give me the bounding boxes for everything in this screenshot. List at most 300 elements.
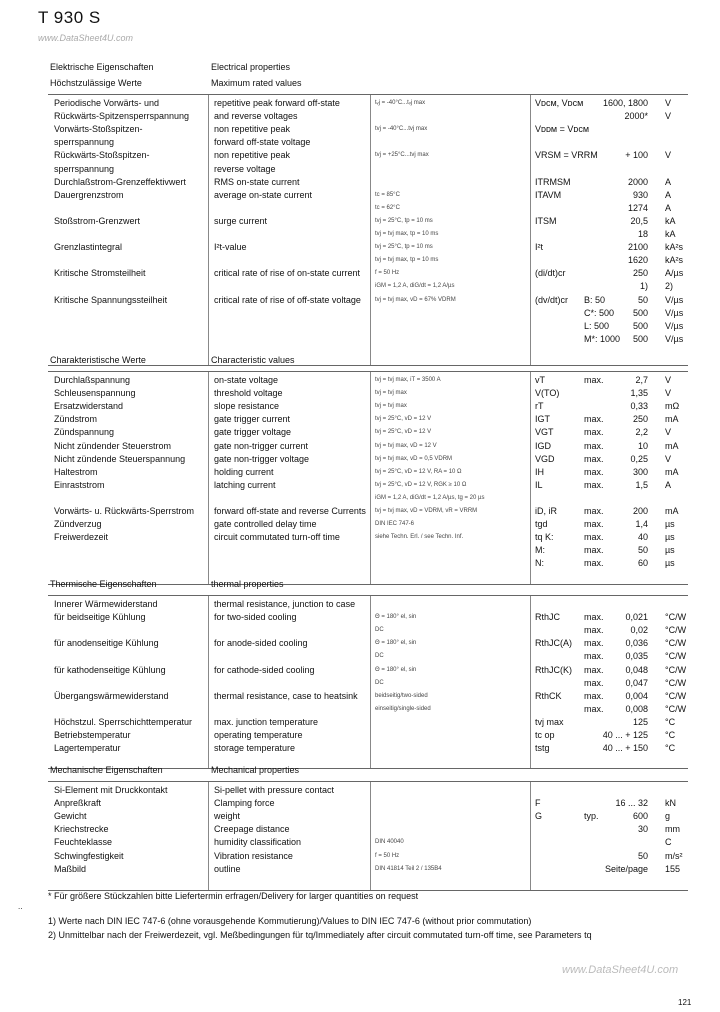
symbol: IGD [535, 440, 552, 451]
label-de: sperrspannung [54, 137, 115, 148]
label-de: Freiwerdezeit [54, 532, 109, 543]
table-row [48, 307, 688, 320]
label-de: sperrspannung [54, 163, 115, 174]
table-row [48, 797, 688, 810]
symbol: tstg [535, 743, 550, 754]
condition: tvj = tvj max, vD = 67% VDRM [375, 296, 456, 303]
symbol: IGT [535, 414, 550, 425]
label-de: Kritische Spannungssteilheit [54, 294, 168, 305]
label-de: Dauergrenzstrom [54, 189, 124, 200]
value: 930 [632, 189, 648, 200]
table-row [48, 280, 688, 293]
label-en: thermal resistance, case to heatsink [214, 690, 358, 701]
label-de: Innerer Wärmewiderstand [54, 599, 158, 609]
label-de: Schwingfestigkeit [54, 850, 124, 861]
value: 0,036 [625, 638, 648, 649]
section-therm [48, 579, 688, 769]
table-row [48, 215, 688, 228]
qualifier: max. [584, 375, 604, 385]
table-row [48, 850, 688, 863]
table-row [48, 189, 688, 202]
unit: A [665, 202, 672, 213]
symbol: RthJC [535, 612, 561, 623]
value: 0,035 [625, 651, 648, 662]
label-en: Vibration resistance [214, 850, 293, 861]
section-max [48, 78, 688, 366]
value: 2000* [624, 111, 648, 122]
table-row [48, 505, 688, 518]
label-de: Kritische Stromsteilheit [54, 268, 146, 279]
table-row [48, 320, 688, 333]
table-row [48, 637, 688, 650]
condition: tvj = +25°C...tvj max [375, 152, 429, 159]
unit: °C/W [665, 612, 687, 623]
section-title-de: Thermische Eigenschaften [50, 579, 157, 589]
label-en: slope resistance [214, 401, 280, 412]
table-row [48, 163, 688, 176]
qualifier: max. [584, 506, 604, 516]
value: 250 [632, 268, 648, 279]
table-row [48, 624, 688, 637]
section-title-en: Mechanical properties [211, 765, 300, 775]
symbol: ITSM [535, 215, 557, 226]
value: 50 [637, 294, 648, 305]
symbol: M: [535, 545, 545, 556]
margin-dots: .. [18, 902, 23, 911]
unit: °C [665, 730, 676, 740]
label-en: Clamping force [214, 798, 275, 809]
value: 50 [637, 545, 648, 556]
label-de: Betriebstemperatur [54, 730, 131, 740]
footnote-2: 1) Werte nach DIN IEC 747-6 (ohne vorausgehende Kommutierung)/Values to DIN IEC 747-6 (without prior commutation) [48, 916, 532, 926]
value: 125 [632, 716, 648, 727]
section-title-en: Maximum rated values [211, 78, 302, 88]
condition: tvj = -40°C...tvj max [375, 126, 428, 133]
symbol: V(TO) [535, 388, 560, 399]
label-en: latching current [214, 479, 276, 490]
label-en: Creepage distance [214, 824, 290, 835]
label-en: critical rate of rise of on-state current [214, 268, 361, 279]
unit: mA [665, 414, 679, 425]
label-en: non repetitive peak [214, 124, 291, 135]
unit: V [665, 375, 672, 385]
qualifier: max. [584, 651, 604, 662]
condition: tvj = 25°C, tp = 10 ms [375, 244, 433, 251]
label-de: Zündspannung [54, 427, 115, 438]
symbol: Vᴅᴅᴍ = Vᴅᴄᴍ [535, 124, 590, 135]
unit: mm [665, 824, 680, 835]
value: 1) [639, 281, 648, 292]
table-row [48, 136, 688, 149]
symbol: RthJC(A) [535, 638, 573, 649]
label-de: Zündstrom [54, 414, 98, 425]
section-title-en: thermal properties [211, 579, 284, 589]
table-row [48, 531, 688, 544]
label-en: gate controlled delay time [214, 519, 317, 530]
unit: A [665, 189, 672, 200]
symbol: tgd [535, 519, 548, 530]
label-en: max. junction temperature [214, 716, 319, 727]
condition: tvj = tvj max, iT = 3500 A [375, 377, 441, 383]
label-de: Haltestrom [54, 466, 98, 477]
section-table [48, 595, 688, 769]
unit: °C/W [665, 690, 687, 701]
label-en: on-state voltage [214, 375, 279, 385]
symbol: (dv/dt)cr [535, 294, 569, 305]
table-row [48, 557, 688, 570]
condition: DIN 40040 [375, 839, 404, 846]
symbol: I²t [535, 242, 543, 253]
value: 0,33 [630, 401, 648, 412]
table-row [48, 241, 688, 254]
qualifier: max. [584, 612, 604, 623]
qualifier: max. [584, 466, 604, 477]
label-en: gate trigger current [214, 414, 291, 425]
condition: tvj = 25°C, vD = 12 V, RA = 10 Ω [375, 468, 462, 475]
symbol: tc op [535, 730, 555, 740]
label-en: thermal resistance, junction to case [214, 599, 356, 609]
value: 40 [637, 532, 648, 543]
label-de: Maßbild [54, 863, 87, 874]
value: 250 [632, 414, 648, 425]
label-de: Einraststrom [54, 479, 105, 490]
label-de: Vorwärts- u. Rückwärts-Sperrstrom [54, 506, 195, 516]
footnote-1: * Für größere Stückzahlen bitte Liefertermin erfragen/Delivery for larger quantities on request [48, 891, 419, 901]
symbol: F [535, 798, 541, 809]
qualifier: max. [584, 532, 604, 543]
unit: V/µs [665, 320, 684, 331]
label-en: critical rate of rise of off-state voltage [214, 294, 361, 305]
value: 1600, 1800 [602, 98, 648, 108]
label-de: Stoßstrom-Grenzwert [54, 215, 141, 226]
table-row [48, 784, 688, 797]
condition: iGM = 1,2 A, diG/dt = 1,2 A/µs, tg = 20 µs [375, 494, 485, 501]
symbol: ITRMSM [535, 176, 571, 187]
unit: V [665, 453, 672, 464]
unit: mA [665, 440, 679, 451]
condition: DIN IEC 747-6 [375, 521, 415, 528]
label-en: circuit commutated turn-off time [214, 532, 340, 543]
unit: V [665, 98, 672, 108]
value: 0,02 [630, 625, 648, 636]
table-row [48, 333, 688, 346]
qualifier: max. [584, 440, 604, 451]
section-table [48, 94, 688, 366]
unit: 2) [665, 281, 674, 292]
value: 0,021 [625, 612, 648, 623]
label-de: Zündverzug [54, 519, 102, 530]
label-en: gate non-trigger current [214, 440, 309, 451]
table-row [48, 176, 688, 189]
unit: °C [665, 743, 676, 754]
condition: f = 50 Hz [375, 270, 400, 277]
unit: V [665, 427, 672, 438]
unit: µs [665, 519, 675, 530]
label-en: storage temperature [214, 743, 296, 754]
table-row [48, 729, 688, 742]
value: + 100 [625, 150, 648, 161]
table-row [48, 400, 688, 413]
symbol: tvj max [535, 716, 564, 727]
value: 0,25 [630, 453, 648, 464]
table-row [48, 611, 688, 624]
table-row [48, 294, 688, 307]
value: 200 [632, 506, 648, 516]
label-de: Durchlaßspannung [54, 375, 131, 385]
table-row [48, 466, 688, 479]
qualifier: max. [584, 558, 604, 569]
label-en: operating temperature [214, 730, 303, 740]
table-row [48, 664, 688, 677]
condition: beidseitig/two-sided [375, 692, 428, 699]
unit: kA²s [665, 255, 683, 266]
label-en: repetitive peak forward off-state [214, 98, 340, 108]
section-mech [48, 765, 688, 891]
label-en: forward off-state voltage [214, 137, 311, 148]
symbol: RthJC(K) [535, 664, 573, 675]
label-de: Vorwärts-Stoßspitzen- [54, 124, 143, 135]
value: 1,4 [635, 519, 648, 530]
qualifier: max. [584, 479, 604, 490]
qualifier: max. [584, 677, 604, 688]
qualifier: max. [584, 690, 604, 701]
value: Seite/page [604, 863, 648, 874]
unit: V/µs [665, 294, 684, 305]
table-row [48, 677, 688, 690]
symbol: tq K: [535, 532, 554, 543]
section-char [48, 355, 688, 585]
unit: V [665, 111, 672, 122]
label-de: Ersatzwiderstand [54, 401, 124, 412]
label-en: Si-pellet with pressure contact [214, 785, 335, 795]
section-table [48, 371, 688, 585]
qualifier: max. [584, 664, 604, 675]
table-row [48, 110, 688, 123]
condition: tvj = tvj max, vD = VDRM, vR = VRRM [375, 508, 478, 514]
label-de: Übergangswärmewiderstand [54, 690, 169, 701]
unit: mA [665, 466, 679, 477]
symbol: VGD [535, 453, 555, 464]
value: 0,008 [625, 703, 648, 714]
label-de: Nicht zündender Steuerstrom [54, 440, 172, 451]
symbol: ITAVM [535, 189, 562, 200]
label-en: gate trigger voltage [214, 427, 292, 438]
symbol: Vᴅᴄᴍ, Vᴅᴄᴍ [535, 98, 584, 108]
unit: C [665, 837, 672, 848]
table-row [48, 228, 688, 241]
unit: °C/W [665, 703, 687, 714]
label-en: humidity classification [214, 837, 302, 848]
table-row [48, 123, 688, 136]
label-en: RMS on-state current [214, 176, 300, 187]
value: 2,7 [635, 375, 648, 385]
label-en: and reverse voltages [214, 111, 298, 122]
unit: °C/W [665, 664, 687, 675]
unit: °C [665, 716, 676, 727]
label-en: holding current [214, 466, 274, 477]
condition: Θ = 180° el, sin [375, 666, 417, 673]
unit: kA²s [665, 242, 683, 253]
unit: °C/W [665, 625, 687, 636]
unit: kA [665, 229, 676, 239]
table-row [48, 823, 688, 836]
symbol: vT [535, 375, 545, 385]
unit: 155 [665, 863, 681, 874]
condition: tc = 62°C [375, 204, 400, 211]
table-row [48, 742, 688, 755]
qualifier: max. [584, 638, 604, 649]
label-en: for two-sided cooling [214, 612, 297, 623]
table-row [48, 598, 688, 611]
value: 20,5 [630, 215, 648, 226]
label-en: surge current [214, 215, 268, 226]
unit: kA [665, 215, 676, 226]
qualifier: max. [584, 453, 604, 464]
symbol: N: [535, 558, 544, 569]
section-header [48, 60, 688, 86]
table-row [48, 810, 688, 823]
condition: tvj = 25°C, vD = 12 V, RGK ≥ 10 Ω [375, 481, 467, 488]
label-en: for cathode-sided cooling [214, 664, 315, 675]
condition: f = 50 Hz [375, 852, 400, 859]
value: 500 [632, 307, 648, 318]
value: 0,004 [625, 690, 648, 701]
section-title-en: Characteristic values [211, 355, 295, 365]
table-row [48, 836, 688, 849]
qualifier: typ. [584, 811, 599, 822]
table-row [48, 426, 688, 439]
label-de: Schleusenspannung [54, 388, 136, 399]
value: 1274 [627, 202, 648, 213]
condition: tvj = 25°C, vD = 12 V [375, 416, 432, 423]
table-row [48, 650, 688, 663]
condition: DC [375, 627, 384, 634]
qualifier: max. [584, 427, 604, 438]
unit: mA [665, 506, 679, 516]
label-en: average on-state current [214, 189, 313, 200]
unit: V/µs [665, 307, 684, 318]
qualifier: C*: 500 [584, 307, 615, 318]
condition: siehe Techn. Erl. / see Techn. Inf. [375, 534, 464, 541]
unit: kN [665, 798, 676, 809]
condition: tvj = tvj max, tp = 10 ms [375, 257, 439, 264]
section-title-de: Höchstzulässige Werte [50, 78, 142, 88]
label-en: forward off-state and reverse Currents [214, 506, 366, 516]
qualifier: max. [584, 625, 604, 636]
label-de: Si-Element mit Druckkontakt [54, 785, 168, 795]
unit: A/µs [665, 268, 684, 279]
label-de: für kathodenseitige Kühlung [54, 664, 166, 675]
value: 500 [632, 333, 648, 344]
condition: tvj = tvj max, vD = 0,5 VDRM [375, 455, 453, 462]
condition: tvj = tvj max, vD = 12 V [375, 442, 437, 449]
value: 1,5 [635, 479, 648, 490]
unit: µs [665, 532, 675, 543]
table-row [48, 716, 688, 729]
unit: A [665, 176, 672, 187]
condition: tᵥj = -40°C...tᵥj max [375, 100, 426, 106]
qualifier: max. [584, 519, 604, 530]
label-en: outline [214, 863, 241, 874]
value: 1620 [627, 255, 648, 266]
condition: einseitig/single-sided [375, 705, 431, 712]
value: 1,35 [630, 388, 648, 399]
table-row [48, 374, 688, 387]
condition: tvj = tvj max, tp = 10 ms [375, 231, 439, 237]
unit: V/µs [665, 333, 684, 344]
value: 18 [637, 229, 648, 239]
unit: g [665, 811, 671, 822]
table-row [48, 518, 688, 531]
value: 30 [637, 824, 648, 835]
label-de: Rückwärts-Spitzensperrspannung [54, 111, 190, 122]
qualifier: max. [584, 703, 604, 714]
condition: DC [375, 653, 384, 660]
symbol: rT [535, 401, 544, 412]
symbol: G [535, 811, 543, 822]
value: 60 [637, 558, 648, 569]
table-row [48, 97, 688, 110]
symbol: (di/dt)cr [535, 268, 566, 279]
condition: iGM = 1,2 A, diG/dt = 1,2 A/µs [375, 283, 455, 290]
section-title-de: Charakteristische Werte [50, 355, 146, 365]
condition: tvj = tvj max [375, 390, 407, 397]
label-de: Durchlaßstrom-Grenzeffektivwert [54, 176, 186, 187]
symbol: RthCK [535, 690, 562, 701]
condition: tvj = 25°C, tp = 10 ms [375, 217, 433, 224]
value: 2000 [627, 176, 648, 187]
watermark-bottom: www.DataSheet4U.com [562, 964, 679, 976]
page-number: 121 [678, 998, 692, 1007]
value: 500 [632, 320, 648, 331]
symbol: IH [535, 466, 544, 477]
unit: mΩ [665, 401, 680, 412]
value: 40 ... + 125 [602, 730, 648, 740]
label-de: Kriechstrecke [54, 824, 109, 835]
condition: Θ = 180° el, sin [375, 640, 417, 647]
watermark-top: www.DataSheet4U.com [38, 33, 134, 43]
label-en: non repetitive peak [214, 150, 291, 161]
label-de: Gewicht [54, 811, 87, 822]
value: 16 ... 32 [615, 798, 648, 809]
label-de: für anodenseitige Kühlung [54, 638, 159, 649]
unit: A [665, 479, 672, 490]
table-row [48, 479, 688, 492]
unit: °C/W [665, 677, 687, 688]
table-row [48, 254, 688, 267]
label-en: threshold voltage [214, 388, 283, 399]
header-de: Elektrische Eigenschaften [50, 62, 154, 72]
header-en: Electrical properties [211, 62, 291, 72]
section-table [48, 781, 688, 891]
symbol: VRSM = VRRM [535, 150, 598, 161]
section-title-de: Mechanische Eigenschaften [50, 765, 163, 775]
table-row [48, 492, 688, 505]
condition: tvj = 25°C, vD = 12 V [375, 429, 432, 436]
table-row [48, 387, 688, 400]
unit: V [665, 388, 672, 399]
condition: tvj = tvj max [375, 403, 407, 410]
label-en: for anode-sided cooling [214, 638, 308, 649]
label-de: Grenzlastintegral [54, 242, 123, 253]
value: 2,2 [635, 427, 648, 438]
label-en: I²t-value [214, 242, 247, 253]
label-de: Rückwärts-Stoßspitzen- [54, 150, 150, 161]
unit: V [665, 150, 672, 161]
table-row [48, 267, 688, 280]
unit: µs [665, 545, 675, 556]
symbol: VGT [535, 427, 554, 438]
